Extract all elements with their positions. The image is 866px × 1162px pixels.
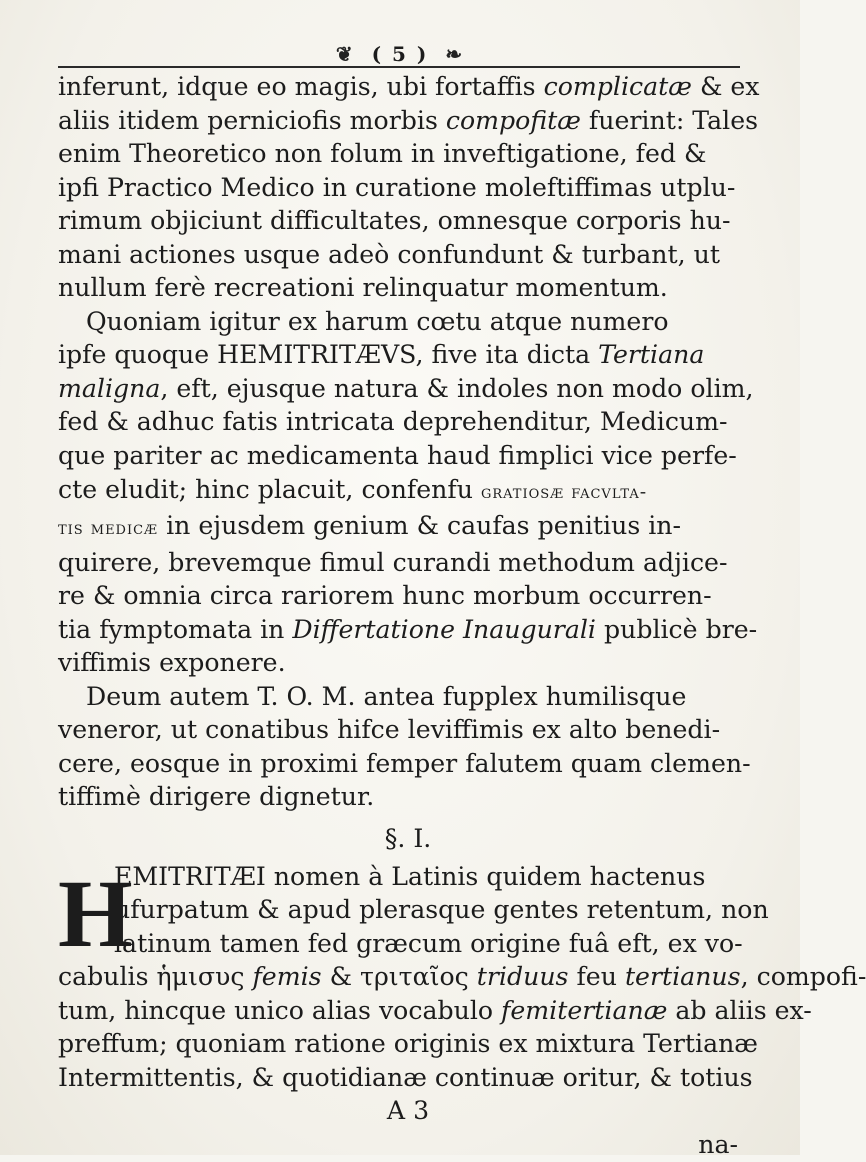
ornament-right-icon: ❧ — [445, 42, 465, 66]
ornament-left-icon: ❦ — [335, 42, 355, 66]
text-line: veneror, ut conatibus hifce leviffimis ex alto benedi- — [58, 715, 721, 745]
text-line: latinum tamen fed græcum origine fuâ eft, ex vo- — [114, 928, 743, 958]
text-line: aliis itidem perniciofis morbis compofitæ fuerint: Tales — [58, 105, 759, 135]
text-line: Intermittentis, & quotidianæ continuæ oritur, & totius — [58, 1062, 753, 1092]
text-line: cabulis ἡμισυς femis & τριταῖος triduus feu tertianus, compofi- — [58, 962, 866, 992]
text-line: Quoniam igitur ex harum cœtu atque numero — [86, 306, 669, 336]
text-line: fed & adhuc fatis intricata deprehenditur, Medicum- — [58, 407, 728, 437]
page-footer — [58, 1094, 758, 1159]
text-line: inferunt, idque eo magis, ubi fortaffis complicatæ & ex — [58, 72, 760, 101]
text-line: maligna, eft, ejusque natura & indoles non modo olim, — [58, 373, 754, 403]
text-line: tis medicæ in ejusdem genium & caufas penitius in- — [58, 511, 682, 541]
text-line: viffimis exponere. — [58, 648, 286, 678]
page-number: ( 5 ) — [371, 42, 429, 66]
text-line: ipfe quoque HEMITRITÆVS, five ita dicta Tertiana — [58, 340, 705, 370]
text-line: preffum; quoniam ratione originis ex mixtura Tertianæ — [58, 1029, 758, 1059]
text-line: ipfi Practico Medico in curatione moleftiffimas utplu- — [58, 172, 736, 202]
paragraph-3 — [58, 680, 758, 814]
text-line: EMITRITÆI nomen à Latinis quidem hactenus — [114, 861, 706, 891]
paragraph-1 — [58, 70, 758, 305]
text-line: Deum autem T. O. M. antea fupplex humilisque — [86, 681, 687, 711]
body-text — [58, 70, 866, 1162]
text-line: re & omnia circa rariorem hunc morbum occurren- — [58, 581, 712, 611]
text-line: tia fymptomata in Differtatione Inaugurali publicè bre- — [58, 614, 758, 644]
catchword: na- — [698, 1129, 738, 1159]
section-1-body — [58, 859, 866, 1095]
text-line: que pariter ac medicamenta haud fimplici vice perfe- — [58, 441, 737, 471]
header-rule — [58, 66, 740, 68]
text-line: mani actiones usque adeò confundunt & turbant, ut — [58, 239, 720, 269]
text-line: enim Theoretico non folum in inveftigatione, fed & — [58, 139, 707, 169]
text-line: cte eludit; hinc placuit, confenfu gratiosæ facvlta- — [58, 474, 648, 504]
paragraph-2 — [58, 305, 758, 680]
text-line: tum, hincque unico alias vocabulo femitertianæ ab aliis ex- — [58, 995, 812, 1025]
text-line: quirere, brevemque fimul curandi methodum adjice- — [58, 547, 728, 577]
drop-cap: H — [58, 859, 133, 967]
text-line: rimum objiciunt difficultates, omnesque corporis hu- — [58, 206, 731, 236]
text-line: tiffimè dirigere dignetur. — [58, 782, 375, 812]
signature-mark: A 3 — [386, 1096, 430, 1126]
section-number: §. I. — [384, 824, 432, 854]
text-line: ufurpatum & apud plerasque gentes retentum, non — [114, 895, 769, 925]
text-line: cere, eosque in proximi femper falutem quam clemen- — [58, 748, 751, 778]
text-line: nullum ferè recreationi relinquatur momentum. — [58, 273, 668, 303]
page-header — [0, 42, 800, 68]
